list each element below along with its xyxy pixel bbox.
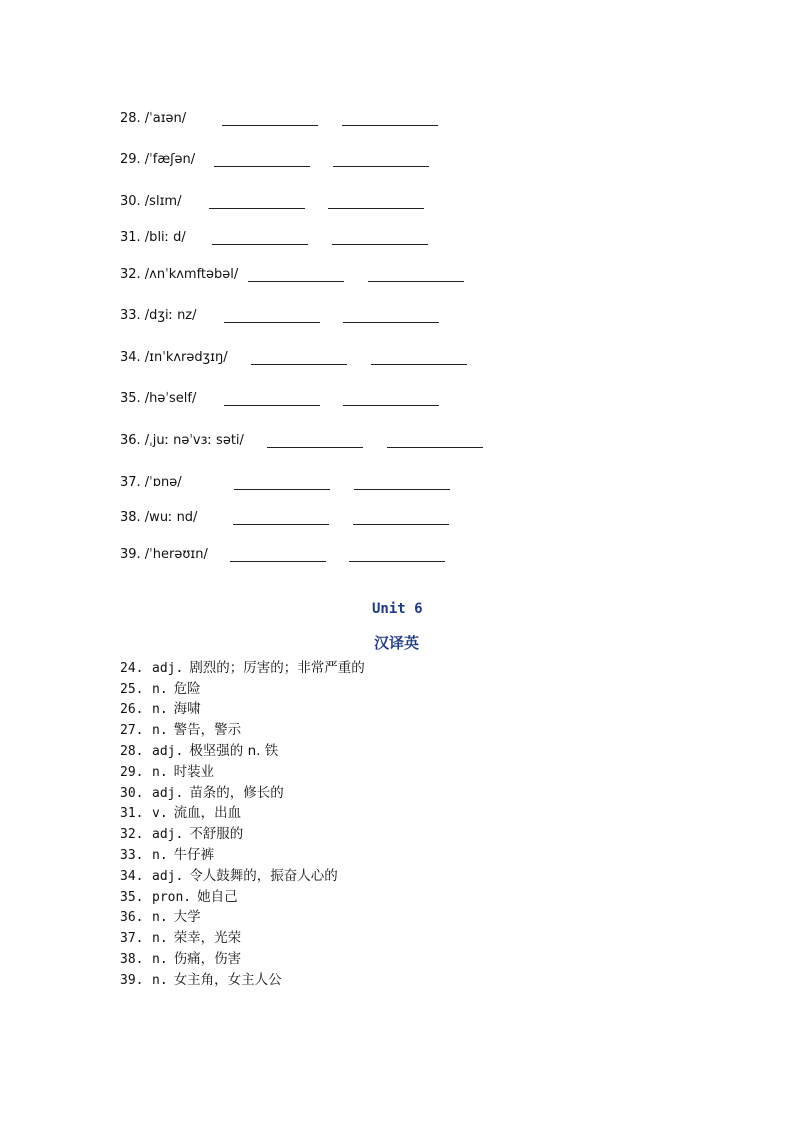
part-of-speech: n. bbox=[152, 931, 168, 946]
answer-blank[interactable] bbox=[224, 322, 320, 323]
entry-number: 31. bbox=[120, 806, 144, 821]
answer-blank[interactable] bbox=[251, 364, 347, 365]
part-of-speech: n. bbox=[152, 848, 168, 863]
part-of-speech: adj. bbox=[152, 869, 184, 884]
part-of-speech: n. bbox=[152, 702, 168, 717]
vocab-entry bbox=[120, 699, 201, 719]
phonetic-text: 28. /ˈaɪən/ bbox=[120, 111, 187, 126]
part-of-speech: n. bbox=[152, 723, 168, 738]
entry-number: 30. bbox=[120, 786, 144, 801]
answer-blank[interactable] bbox=[371, 364, 467, 365]
entry-meaning: 女主角，女主人公 bbox=[173, 972, 282, 988]
vocab-entry bbox=[120, 928, 241, 948]
entry-meaning: 海啸 bbox=[173, 701, 201, 717]
vocab-entry bbox=[120, 949, 241, 969]
part-of-speech: n. bbox=[152, 682, 168, 697]
vocab-entry bbox=[120, 762, 214, 782]
answer-blank[interactable] bbox=[342, 125, 438, 126]
vocab-entry bbox=[120, 866, 338, 886]
part-of-speech: adj. bbox=[152, 661, 184, 676]
vocab-entry bbox=[120, 824, 243, 844]
phonetic-text: 35. /həˈself/ bbox=[120, 391, 197, 406]
part-of-speech: n. bbox=[152, 765, 168, 780]
entry-meaning: 她自己 bbox=[197, 889, 238, 905]
entry-number: 37. bbox=[120, 931, 144, 946]
entry-number: 29. bbox=[120, 765, 144, 780]
answer-blank[interactable] bbox=[214, 166, 310, 167]
entry-number: 38. bbox=[120, 952, 144, 967]
answer-blank[interactable] bbox=[212, 244, 308, 245]
entry-meaning: 警告，警示 bbox=[173, 722, 242, 738]
answer-blank[interactable] bbox=[267, 447, 363, 448]
entry-number: 34. bbox=[120, 869, 144, 884]
unit-title: Unit 6 bbox=[372, 601, 423, 617]
entry-number: 25. bbox=[120, 682, 144, 697]
entry-meaning: 时装业 bbox=[173, 764, 215, 780]
entry-meaning: 流血，出血 bbox=[173, 805, 242, 821]
part-of-speech: v. bbox=[152, 806, 168, 821]
answer-blank[interactable] bbox=[328, 208, 424, 209]
phonetic-text: 36. /ˌjuː nəˈvɜː səti/ bbox=[120, 433, 244, 448]
answer-blank[interactable] bbox=[387, 447, 483, 448]
vocab-entry bbox=[120, 720, 241, 740]
phonetic-text: 38. /wuː nd/ bbox=[120, 510, 198, 525]
part-of-speech: adj. bbox=[152, 827, 184, 842]
phonetic-text: 29. /ˈfæʃən/ bbox=[120, 152, 196, 167]
answer-blank[interactable] bbox=[230, 561, 326, 562]
phonetic-text: 34. /ɪnˈkʌrədʒɪŋ/ bbox=[120, 350, 228, 365]
part-of-speech: n. bbox=[152, 952, 168, 967]
answer-blank[interactable] bbox=[332, 244, 428, 245]
vocab-entry bbox=[120, 845, 214, 865]
phonetic-text: 32. /ʌnˈkʌmftəbəl/ bbox=[120, 267, 239, 282]
entry-meaning: 荣幸，光荣 bbox=[173, 930, 242, 946]
vocab-entry bbox=[120, 803, 241, 823]
answer-blank[interactable] bbox=[209, 208, 305, 209]
entry-meaning: 危险 bbox=[173, 681, 201, 697]
entry-number: 36. bbox=[120, 910, 144, 925]
answer-blank[interactable] bbox=[222, 125, 318, 126]
answer-blank[interactable] bbox=[248, 281, 344, 282]
entry-number: 32. bbox=[120, 827, 144, 842]
vocab-entry bbox=[120, 679, 201, 699]
entry-number: 35. bbox=[120, 890, 144, 905]
part-of-speech: adj. bbox=[152, 744, 184, 759]
entry-number: 33. bbox=[120, 848, 144, 863]
entry-number: 39. bbox=[120, 973, 144, 988]
part-of-speech: n. bbox=[152, 910, 168, 925]
entry-meaning: 剧烈的；厉害的；非常严重的 bbox=[189, 660, 365, 676]
entry-meaning: 伤痛，伤害 bbox=[173, 951, 242, 967]
entry-meaning: 令人鼓舞的，振奋人心的 bbox=[189, 868, 338, 884]
answer-blank[interactable] bbox=[343, 322, 439, 323]
entry-meaning: 不舒服的 bbox=[189, 826, 244, 842]
answer-blank[interactable] bbox=[349, 561, 445, 562]
entry-meaning: 大学 bbox=[173, 909, 201, 925]
phonetic-text: 30. /slɪm/ bbox=[120, 194, 182, 209]
answer-blank[interactable] bbox=[354, 489, 450, 490]
entry-number: 28. bbox=[120, 744, 144, 759]
vocab-entry bbox=[120, 741, 278, 761]
vocab-entry bbox=[120, 907, 201, 927]
vocab-entry bbox=[120, 658, 365, 678]
phonetic-text: 39. /ˈherəʊɪn/ bbox=[120, 547, 208, 562]
part-of-speech: n. bbox=[152, 973, 168, 988]
part-of-speech: pron. bbox=[152, 890, 192, 905]
entry-meaning: 极坚强的 n. 铁 bbox=[189, 743, 279, 759]
vocab-entry bbox=[120, 970, 282, 990]
entry-number: 26. bbox=[120, 702, 144, 717]
vocab-entry bbox=[120, 887, 238, 907]
section-title: 汉译英 bbox=[374, 634, 420, 652]
phonetic-text: 33. /dʒiː nz/ bbox=[120, 308, 197, 323]
entry-meaning: 牛仔裤 bbox=[173, 847, 215, 863]
vocab-entry bbox=[120, 783, 284, 803]
phonetic-text: 31. /bliː d/ bbox=[120, 230, 186, 245]
part-of-speech: adj. bbox=[152, 786, 184, 801]
entry-meaning: 苗条的，修长的 bbox=[189, 785, 284, 801]
answer-blank[interactable] bbox=[233, 524, 329, 525]
entry-number: 27. bbox=[120, 723, 144, 738]
answer-blank[interactable] bbox=[333, 166, 429, 167]
answer-blank[interactable] bbox=[343, 405, 439, 406]
phonetic-text: 37. /ˈɒnə/ bbox=[120, 475, 182, 490]
answer-blank[interactable] bbox=[224, 405, 320, 406]
entry-number: 24. bbox=[120, 661, 144, 676]
answer-blank[interactable] bbox=[353, 524, 449, 525]
answer-blank[interactable] bbox=[234, 489, 330, 490]
answer-blank[interactable] bbox=[368, 281, 464, 282]
